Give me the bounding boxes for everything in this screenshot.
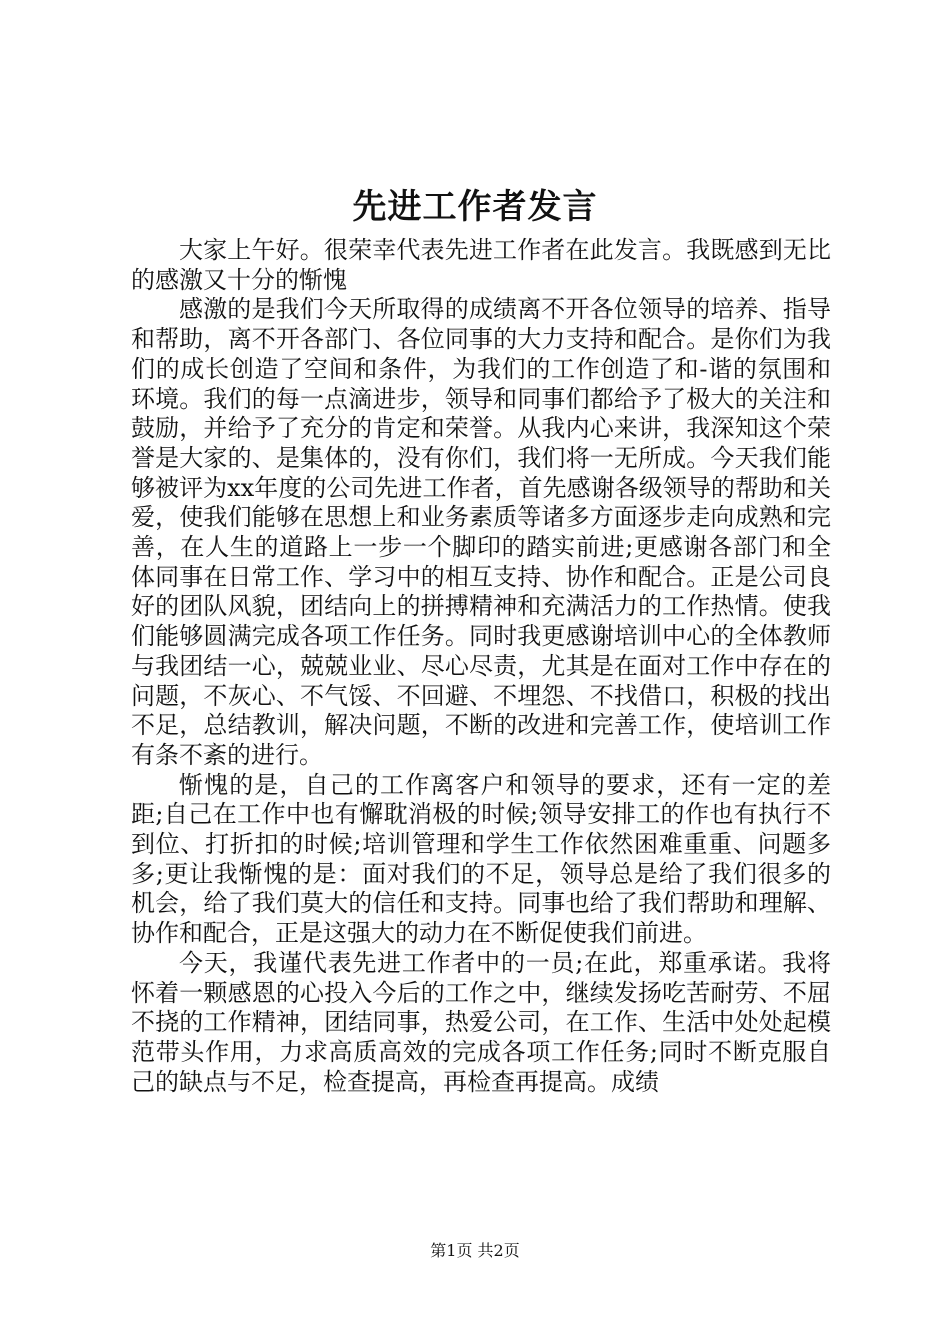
paragraph-shortcomings: 惭愧的是，自己的工作离客户和领导的要求，还有一定的差距;自己在工作中也有懈耽消极的时候;领导安排工的作也有执行不到位、打折扣的时候;培训管理和学生工作依然困难重重、问题多多;更让我惭愧的是：面对我们的不足，领导总是给了我们很多的机会，给了我们莫大的信任和支持。同事也给了我们帮助和理解、协作和配合，正是这强大的动力在不断促使我们前进。 — [131, 770, 831, 948]
document-body — [131, 236, 831, 1097]
document-title: 先进工作者发言 — [352, 187, 598, 227]
paragraph-gratitude: 感激的是我们今天所取得的成绩离不开各位领导的培养、指导和帮助，离不开各部门、各位同事的大力支持和配合。是你们为我们的成长创造了空间和条件，为我们的工作创造了和-谐的氛围和环境。我们的每一点滴进步，领导和同事们都给予了极大的关注和鼓励，并给予了充分的肯定和荣誉。从我内心来讲，我深知这个荣誉是大家的、是集体的，没有你们，我们将一无所成。今天我们能够被评为xx年度的公司先进工作者，首先感谢各级领导的帮助和关爱，使我们能够在思想上和业务素质等诸多方面逐步走向成熟和完善，在人生的道路上一步一个脚印的踏实前进;更感谢各部门和全体同事在日常工作、学习中的相互支持、协作和配合。正是公司良好的团队风貌，团结向上的拼搏精神和充满活力的工作热情。使我们能够圆满完成各项工作任务。同时我更感谢培训中心的全体教师与我团结一心，兢兢业业、尽心尽责，尤其是在面对工作中存在的问题，不灰心、不气馁、不回避、不埋怨、不找借口，积极的找出不足，总结教训，解决问题，不断的改进和完善工作，使培训工作有条不紊的进行。 — [131, 295, 831, 769]
paragraph-commitment: 今天，我谨代表先进工作者中的一员;在此，郑重承诺。我将怀着一颗感恩的心投入今后的工作之中，继续发扬吃苦耐劳、不屈不挠的工作精神，团结同事，热爱公司，在工作、生活中处处起模范带头作用，力求高质高效的完成各项工作任务;同时不断克服自己的缺点与不足，检查提高，再检查再提高。成绩 — [131, 948, 831, 1096]
page-number: 第1页 共2页 — [430, 1241, 520, 1260]
paragraph-greeting: 大家上午好。很荣幸代表先进工作者在此发言。我既感到无比的感激又十分的惭愧 — [131, 236, 831, 294]
